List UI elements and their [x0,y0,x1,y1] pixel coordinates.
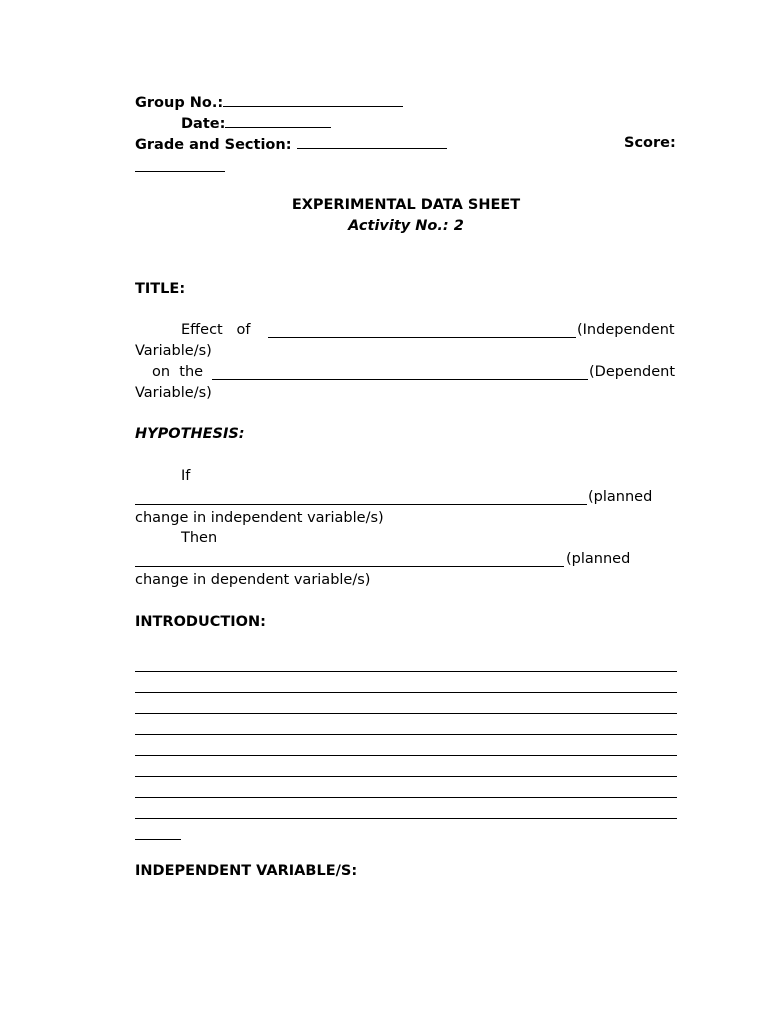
variables-text-1: Variable/s) [135,343,212,359]
group-no-label: Group No.: [135,95,224,111]
independent-change-field[interactable] [135,504,587,505]
independent-variables-heading: INDEPENDENT VARIABLE/S: [135,863,358,879]
if-label: If [181,468,191,484]
activity-number: Activity No.: 2 [348,218,464,234]
group-no-field[interactable] [223,91,403,107]
introduction-line[interactable] [135,692,677,693]
introduction-line[interactable] [135,734,677,735]
then-label: Then [181,530,218,546]
dependent-variable-field[interactable] [212,379,588,380]
group-no-row [135,91,403,114]
introduction-line[interactable] [135,818,677,819]
date-field[interactable] [225,112,331,128]
introduction-line[interactable] [135,713,677,714]
date-row [181,112,331,135]
sheet-title: EXPERIMENTAL DATA SHEET [291,197,521,213]
introduction-line-end[interactable] [135,839,181,840]
introduction-line[interactable] [135,776,677,777]
change-dependent-text: change in dependent variable/s) [135,572,371,588]
variables-text-2: Variable/s) [135,385,212,401]
dependent-suffix: (Dependent [589,364,676,380]
introduction-line[interactable] [135,755,677,756]
hypothesis-heading: HYPOTHESIS: [135,426,245,442]
dependent-change-field[interactable] [135,566,564,567]
independent-variable-field[interactable] [268,337,576,338]
introduction-line[interactable] [135,797,677,798]
score-label: Score: [624,135,676,151]
independent-suffix: (Independent [577,322,675,338]
effect-of-text: Effect of [181,322,251,338]
score-field[interactable] [135,171,225,172]
planned-text-1: (planned [588,489,653,505]
grade-section-field[interactable] [297,133,447,149]
introduction-heading: INTRODUCTION: [135,614,266,630]
grade-section-row [135,133,447,156]
grade-section-label: Grade and Section: [135,137,292,153]
on-the-text: on the [152,364,204,380]
introduction-line[interactable] [135,671,677,672]
change-independent-text: change in independent variable/s) [135,510,384,526]
title-heading: TITLE: [135,281,186,297]
planned-text-2: (planned [566,551,631,567]
date-label: Date: [181,116,226,132]
